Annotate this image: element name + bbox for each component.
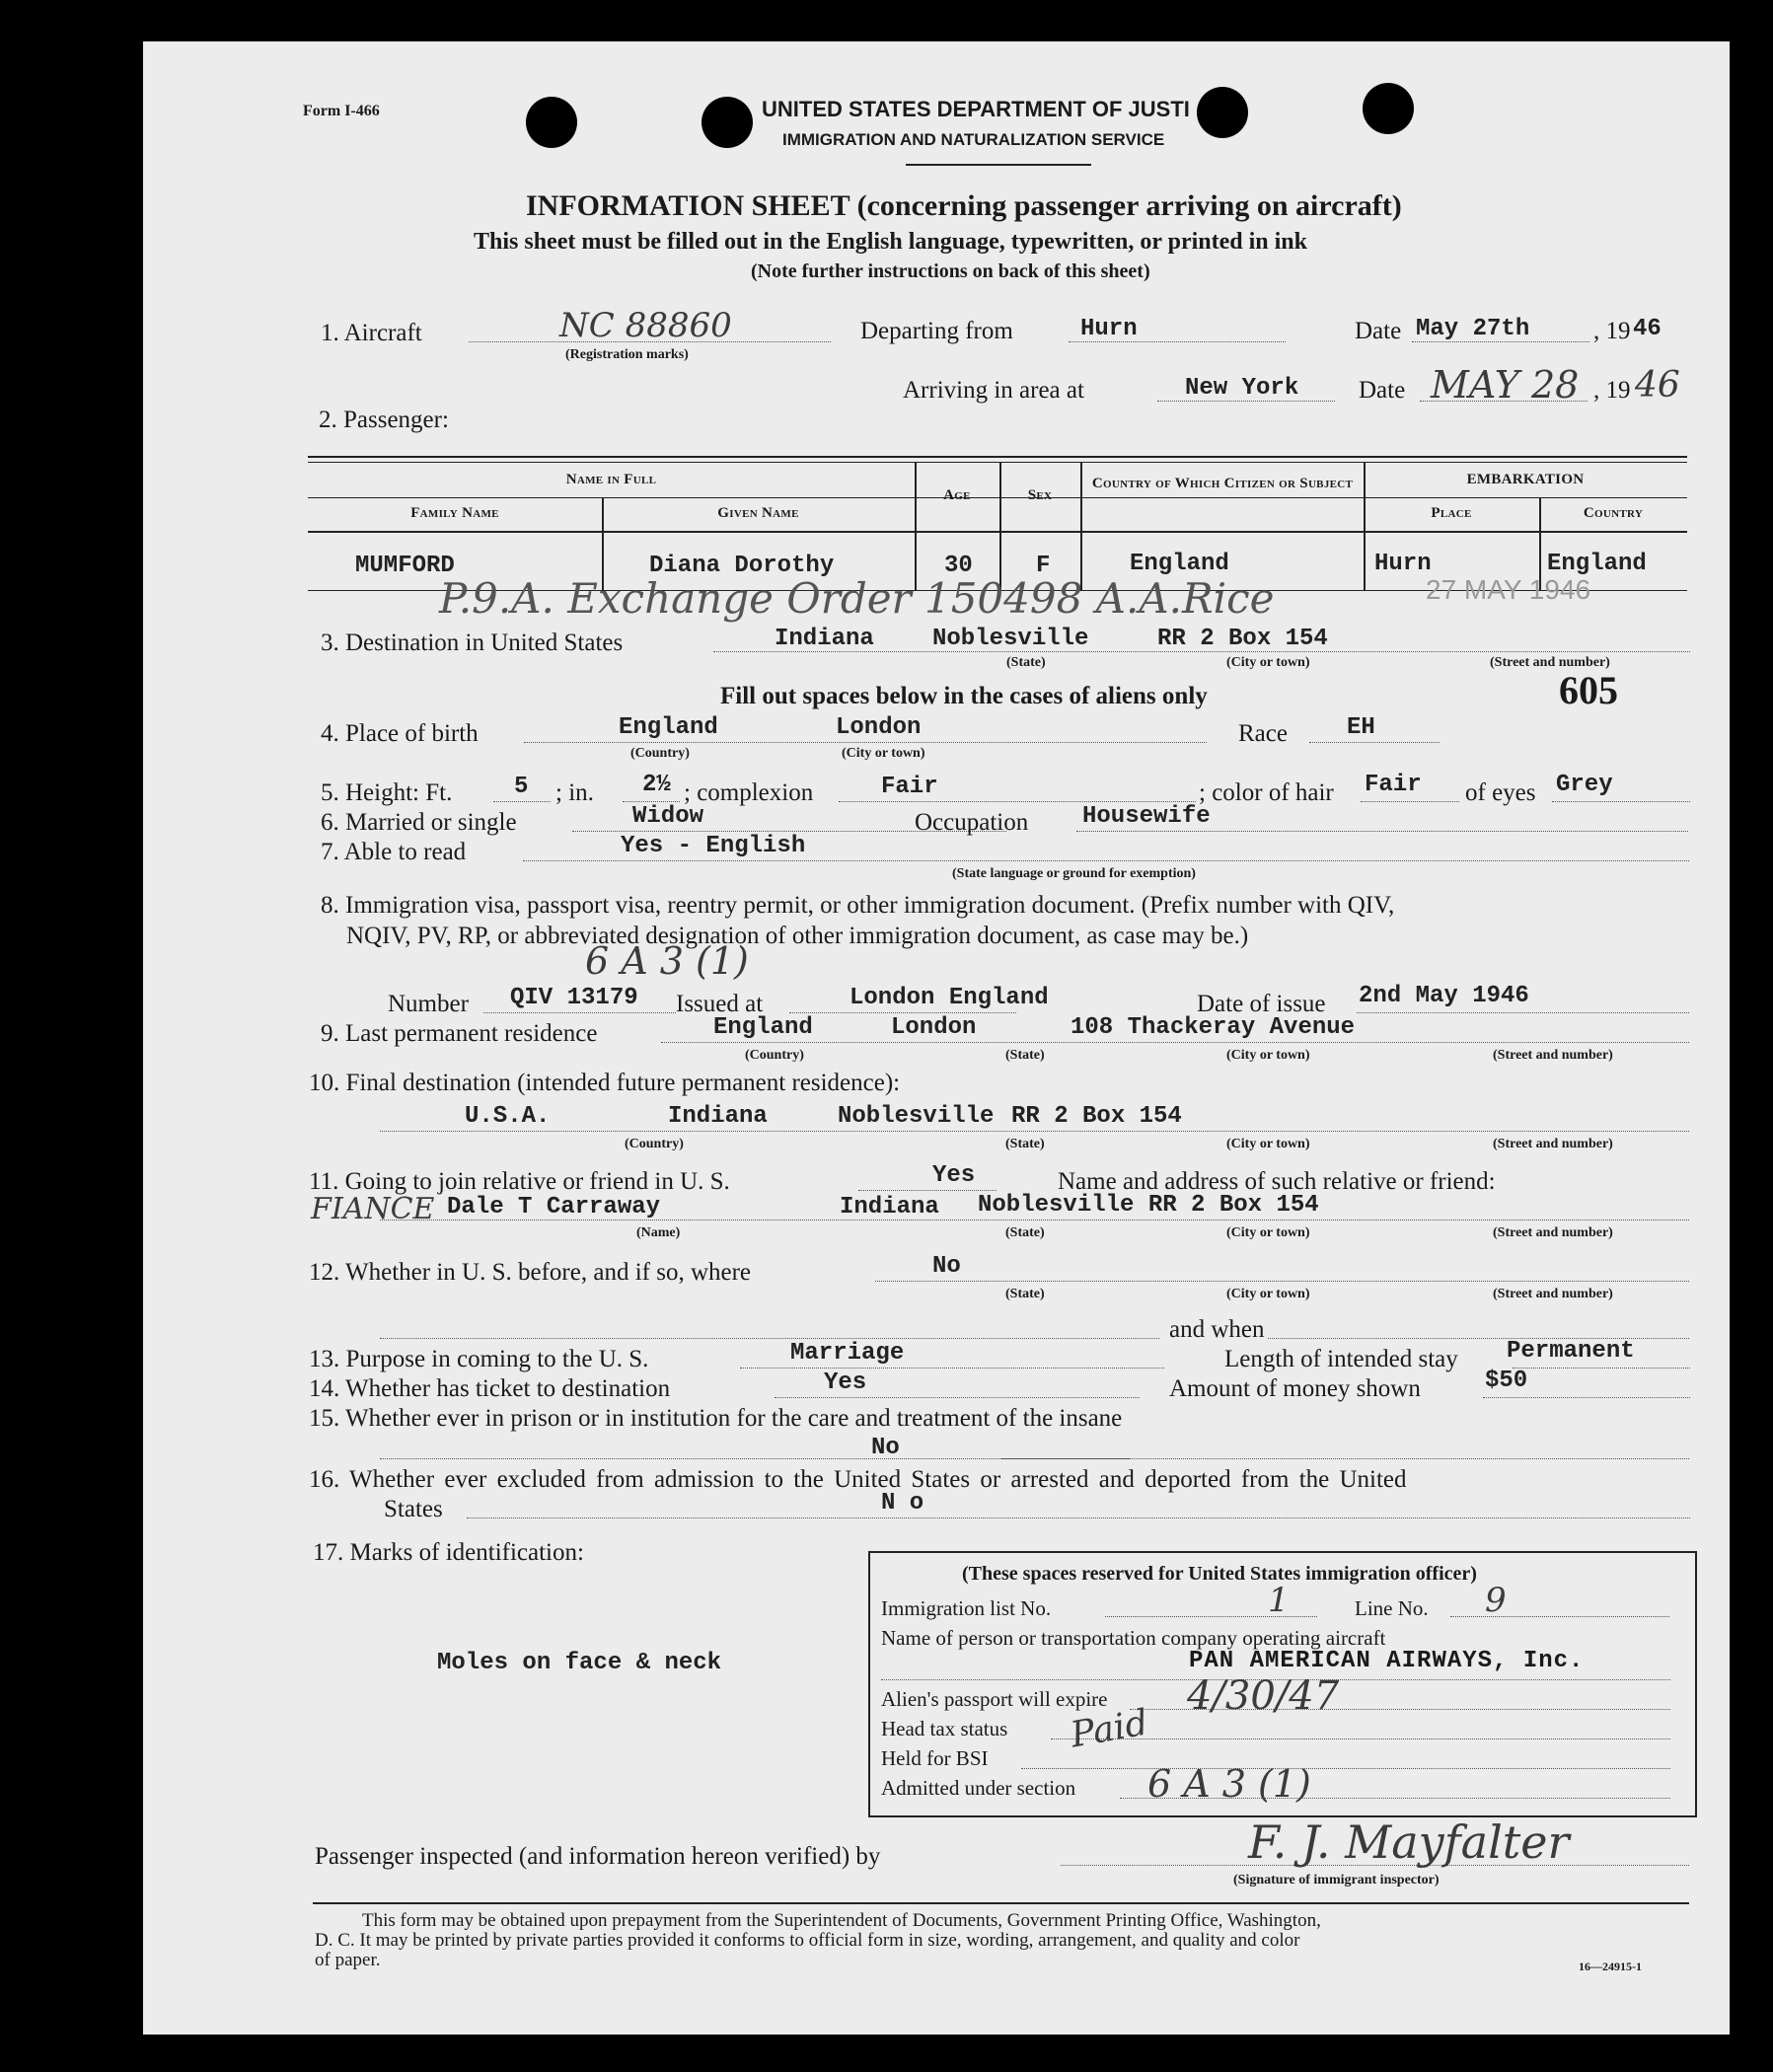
previous-visit-value: No xyxy=(932,1253,961,1280)
visa-label-line2: NQIV, PV, RP, or abbreviated designation of other immigration document, as case may be.) xyxy=(346,923,1249,949)
married-label: 6. Married or single xyxy=(321,809,517,836)
relative-label: Name and address of such relative or friend: xyxy=(1058,1168,1496,1195)
race-label: Race xyxy=(1238,720,1288,747)
identification-label: 17. Marks of identification: xyxy=(313,1539,584,1566)
relative-state: Indiana xyxy=(840,1194,939,1221)
punch-hole xyxy=(702,97,753,148)
arriving-label: Arriving in area at xyxy=(903,377,1084,404)
cell-emb-country: England xyxy=(1547,551,1647,577)
excluded-label-line2: States xyxy=(384,1496,443,1522)
final-country: U.S.A. xyxy=(465,1103,551,1130)
complexion-value: Fair xyxy=(881,774,938,800)
caption-country: (Country) xyxy=(745,1048,804,1063)
issue-date: 2nd May 1946 xyxy=(1359,983,1529,1009)
residence-label: 9. Last permanent residence xyxy=(321,1020,598,1047)
arriving-at: New York xyxy=(1185,375,1299,402)
excluded-label-line1: 16. Whether ever excluded from admission to the United States or arrested and deported from the United xyxy=(309,1466,1407,1493)
inspector-signature: F. J. Mayfalter xyxy=(1248,1815,1570,1869)
final-state: Indiana xyxy=(668,1103,768,1130)
stay-value: Permanent xyxy=(1507,1338,1635,1365)
visa-label-line1: 8. Immigration visa, passport visa, reentry permit, or other immigration document. (Prefix number with QIV, xyxy=(321,892,1395,919)
inspection-label: Passenger inspected (and information hereon verified) by xyxy=(315,1843,881,1870)
bsi-label: Held for BSI xyxy=(881,1746,989,1770)
header-citizen-country: Country of Which Citizen or Subject xyxy=(1091,476,1354,491)
caption-city: (City or town) xyxy=(1226,1048,1310,1063)
list-no-label: Immigration list No. xyxy=(881,1596,1052,1620)
header-rule xyxy=(906,164,1091,166)
header-sex: Sex xyxy=(1027,487,1053,503)
caption-city: (City or town) xyxy=(1226,1287,1310,1301)
footer-line3: of paper. xyxy=(315,1950,381,1970)
arrival-year: 46 xyxy=(1635,365,1680,406)
caption-street: (Street and number) xyxy=(1493,1048,1613,1063)
departure-date: May 27th xyxy=(1416,316,1530,342)
previous-visit-label: 12. Whether in U. S. before, and if so, where xyxy=(309,1259,752,1286)
relative-address: Noblesville RR 2 Box 154 xyxy=(978,1192,1319,1219)
admitted-label: Admitted under section xyxy=(881,1776,1076,1800)
departure-year: 46 xyxy=(1633,316,1662,342)
residence-street: 108 Thackeray Avenue xyxy=(1071,1014,1356,1041)
destination-city: Noblesville xyxy=(932,626,1089,652)
print-code: 16—24915-1 xyxy=(1579,1960,1642,1973)
eyes-value: Grey xyxy=(1556,772,1613,798)
caption-name: (Name) xyxy=(636,1225,681,1240)
relation-handwritten: FIANCE xyxy=(311,1192,435,1226)
occupation-value: Housewife xyxy=(1082,803,1211,830)
caption-state: (State) xyxy=(1005,1225,1045,1240)
height-label: 5. Height: Ft. xyxy=(321,779,453,806)
final-city: Noblesville xyxy=(838,1103,995,1130)
visa-handwritten: 6 A 3 (1) xyxy=(585,939,749,983)
issue-date-label: Date of issue xyxy=(1197,991,1326,1017)
eyes-label: of eyes xyxy=(1465,779,1536,806)
form-instruction: This sheet must be filled out in the English language, typewritten, or printed in ink xyxy=(474,229,1307,255)
aircraft-registration: NC 88860 xyxy=(559,306,732,345)
transport-value: PAN AMERICAN AIRWAYS, Inc. xyxy=(1189,1648,1585,1674)
caption-state: (State) xyxy=(1005,1287,1045,1301)
residence-state: London xyxy=(891,1014,977,1041)
join-label: 11. Going to join relative or friend in U. S. xyxy=(309,1168,730,1195)
height-feet: 5 xyxy=(514,774,529,800)
aircraft-label: 1. Aircraft xyxy=(321,320,422,346)
punch-hole xyxy=(1197,87,1248,138)
arrive-year-prefix: , 19 xyxy=(1593,377,1631,404)
race-value: EH xyxy=(1347,714,1375,741)
destination-label: 3. Destination in United States xyxy=(321,629,624,656)
hair-value: Fair xyxy=(1365,772,1422,798)
height-inches: 2½ xyxy=(642,772,671,798)
relative-name: Dale T Carraway xyxy=(447,1194,661,1221)
header-given-name: Given Name xyxy=(717,505,799,521)
caption-street: (Street and number) xyxy=(1493,1225,1613,1240)
punch-hole xyxy=(526,97,577,148)
residence-country: England xyxy=(713,1014,813,1041)
final-destination-label: 10. Final destination (intended future permanent residence): xyxy=(309,1070,901,1096)
department-name: UNITED STATES DEPARTMENT OF JUSTI xyxy=(762,97,1190,121)
arrive-date-label: Date xyxy=(1359,377,1406,404)
caption-city: (City or town) xyxy=(1226,1137,1310,1151)
header-age: Age xyxy=(943,487,971,503)
caption-country: (Country) xyxy=(625,1137,684,1151)
read-caption: (State language or ground for exemption) xyxy=(952,866,1196,881)
date-stamp: 27 MAY 1946 xyxy=(1426,574,1591,605)
caption-street: (Street and number) xyxy=(1490,655,1610,670)
purpose-label: 13. Purpose in coming to the U. S. xyxy=(309,1346,649,1372)
form-sheet xyxy=(143,41,1730,2035)
ticket-label: 14. Whether has ticket to destination xyxy=(309,1375,671,1402)
married-value: Widow xyxy=(632,803,704,830)
date-label: Date xyxy=(1355,318,1402,344)
cell-place: Hurn xyxy=(1374,551,1432,577)
line-no-label: Line No. xyxy=(1355,1596,1429,1620)
departing-label: Departing from xyxy=(860,318,1013,344)
cell-family-name: MUMFORD xyxy=(355,553,455,579)
caption-state: (State) xyxy=(1006,655,1046,670)
aliens-heading: Fill out spaces below in the cases of aliens only xyxy=(720,683,1208,709)
caption-state: (State) xyxy=(1005,1048,1045,1063)
file-number: 605 xyxy=(1559,668,1618,712)
footer-line1: This form may be obtained upon prepayment from the Superintendent of Documents, Government Printing Office, Washington, xyxy=(362,1910,1321,1931)
departing-from: Hurn xyxy=(1080,316,1138,342)
cell-given-name: Diana Dorothy xyxy=(649,553,835,579)
line-no-value: 9 xyxy=(1485,1581,1507,1620)
final-street: RR 2 Box 154 xyxy=(1011,1103,1182,1130)
stay-label: Length of intended stay xyxy=(1224,1346,1458,1372)
issued-label: Issued at xyxy=(676,991,764,1017)
caption-city: (City or town) xyxy=(842,746,925,761)
passenger-label: 2. Passenger: xyxy=(319,407,449,433)
visa-number: QIV 13179 xyxy=(510,985,638,1011)
destination-state: Indiana xyxy=(775,626,874,652)
caption-street: (Street and number) xyxy=(1493,1287,1613,1301)
handwritten-annotation: P.9.A. Exchange Order 150498 A.A.Rice xyxy=(439,574,1275,623)
footer-line2: D. C. It may be printed by private parties provided it conforms to official form in size, wording, arrangement, and quality and color xyxy=(315,1930,1300,1951)
form-note: (Note further instructions on back of this sheet) xyxy=(751,260,1150,282)
head-tax-label: Head tax status xyxy=(881,1717,1008,1740)
money-value: $50 xyxy=(1485,1368,1528,1394)
when-label: and when xyxy=(1169,1316,1265,1343)
header-place: Place xyxy=(1431,505,1472,521)
purpose-value: Marriage xyxy=(790,1340,905,1367)
money-label: Amount of money shown xyxy=(1169,1375,1421,1402)
read-label: 7. Able to read xyxy=(321,839,467,865)
list-no-value: 1 xyxy=(1268,1581,1290,1620)
registration-caption: (Registration marks) xyxy=(565,347,689,362)
occupation-label: Occupation xyxy=(915,809,1029,836)
hair-label: ; color of hair xyxy=(1199,779,1334,806)
ticket-value: Yes xyxy=(824,1369,867,1396)
head-tax-value: Paid xyxy=(1068,1702,1151,1756)
caption-city: (City or town) xyxy=(1226,655,1310,670)
arrival-date: MAY 28 xyxy=(1431,363,1580,407)
passport-expire-value: 4/30/47 xyxy=(1187,1673,1340,1719)
read-value: Yes - English xyxy=(621,833,806,859)
prison-value: No xyxy=(871,1435,900,1461)
header-emb-country: Country xyxy=(1583,505,1644,521)
destination-street: RR 2 Box 154 xyxy=(1157,626,1328,652)
caption-street: (Street and number) xyxy=(1493,1137,1613,1151)
passport-expire-label: Alien's passport will expire xyxy=(881,1687,1108,1711)
table-top-rule xyxy=(308,456,1687,458)
cell-citizen: England xyxy=(1130,551,1229,577)
join-value: Yes xyxy=(932,1162,976,1189)
admitted-value: 6 A 3 (1) xyxy=(1147,1762,1311,1806)
birth-country: England xyxy=(619,714,718,741)
footer-rule xyxy=(313,1902,1689,1904)
transport-label: Name of person or transportation company operating aircraft xyxy=(881,1626,1386,1650)
form-title: INFORMATION SHEET (concerning passenger arriving on aircraft) xyxy=(526,189,1402,222)
punch-hole xyxy=(1363,83,1414,134)
caption-city: (City or town) xyxy=(1226,1225,1310,1240)
complexion-label: ; complexion xyxy=(684,779,814,806)
identification-value: Moles on face & neck xyxy=(437,1650,722,1676)
cell-sex: F xyxy=(1036,553,1051,579)
caption-country: (Country) xyxy=(630,746,690,761)
service-name: IMMIGRATION AND NATURALIZATION SERVICE xyxy=(782,130,1165,149)
birthplace-label: 4. Place of birth xyxy=(321,720,479,747)
birth-city: London xyxy=(836,714,922,741)
prison-label: 15. Whether ever in prison or in institution for the care and treatment of the insane xyxy=(309,1405,1123,1432)
caption-state: (State) xyxy=(1005,1137,1045,1151)
visa-number-label: Number xyxy=(388,991,469,1017)
cell-age: 30 xyxy=(944,553,973,579)
signature-caption: (Signature of immigrant inspector) xyxy=(1233,1873,1440,1887)
officer-box-heading: (These spaces reserved for United States immigration officer) xyxy=(962,1563,1477,1585)
form-number: Form I-466 xyxy=(303,103,380,119)
issued-at: London England xyxy=(850,985,1049,1011)
header-family-name: Family Name xyxy=(410,505,499,521)
year-prefix: , 19 xyxy=(1593,318,1631,344)
inches-label: ; in. xyxy=(555,779,594,806)
header-name-in-full: Name in Full xyxy=(565,472,657,487)
excluded-value: N o xyxy=(881,1490,924,1517)
header-embarkation: EMBARKATION xyxy=(1466,472,1585,487)
